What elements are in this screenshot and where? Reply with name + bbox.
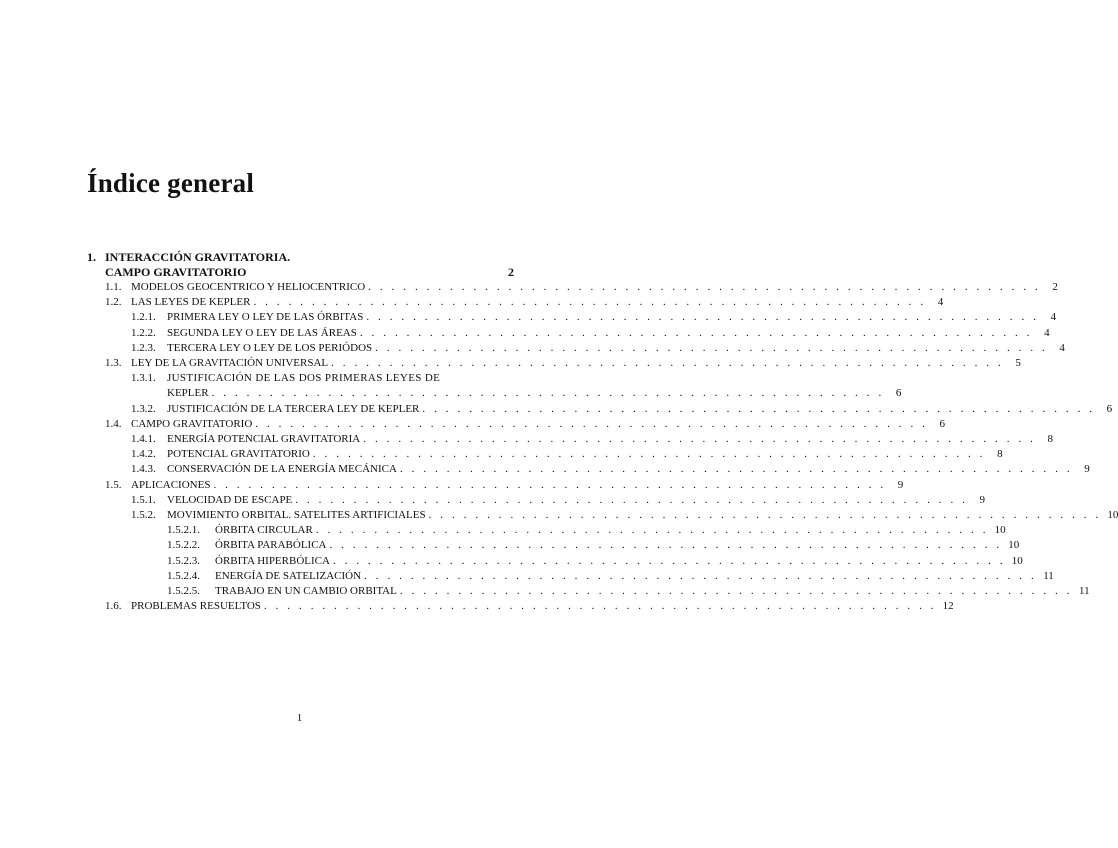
toc-entry-text: MOVIMIENTO ORBITAL. SATELITES ARTIFICIALES (167, 509, 426, 522)
toc-page-number: 9 (1084, 463, 1090, 476)
toc-leader-dots: . . . . . . . . . . . . . . . . . . . . . . . . . . . . . . . . . . . . . . . . . . . . . . . . . . . . . . . . . . (375, 341, 1048, 354)
toc-entry-text: TERCERA LEY O LEY DE LOS PERIÓDOS (167, 341, 373, 354)
toc-leader-dots: . . . . . . . . . . . . . . . . . . . . . . . . . . . . . . . . . . . . . . . . . . . . . . . . . . . . . . . . . . (399, 463, 1073, 476)
toc-entry-number: 1.5.1. (131, 493, 156, 506)
toc-entry-text: KEPLER (167, 387, 209, 400)
toc-leader-dots: . . . . . . . . . . . . . . . . . . . . . . . . . . . . . . . . . . . . . . . . . . . . . . . . . . . . . . . . . . (364, 569, 1037, 582)
toc-entry-text: ÓRBITA PARABÓLICA (215, 539, 327, 552)
toc-chapter-number: 1. (87, 250, 96, 264)
toc-entry-number: 1.3.1. (131, 372, 156, 385)
toc-entry-text: ÓRBITA CIRCULAR (215, 524, 313, 537)
toc-leader-dots: . . . . . . . . . . . . . . . . . . . . . . . . . . . . . . . . . . . . . . . . . . . . . . . . . . . . . . . . . . (399, 585, 1073, 598)
toc-entry-number: 1.5.2.3. (167, 554, 200, 567)
toc-entry[interactable] (87, 341, 1065, 356)
toc-entry[interactable] (87, 310, 1057, 325)
toc-entry-number: 1.5.2.1. (167, 524, 200, 537)
toc-entry-number: 1.5.2.4. (167, 569, 200, 582)
toc-entry[interactable] (87, 432, 1053, 447)
toc-entry-text: POTENCIAL GRAVITATORIO (167, 448, 310, 461)
toc-page-number: 5 (1015, 357, 1021, 370)
toc-entry[interactable] (87, 371, 514, 386)
toc-entry-text: ENERGÍA DE SATELIZACIÓN (215, 569, 362, 582)
page-title: Índice general (87, 168, 255, 198)
toc-page-number: 4 (937, 296, 944, 309)
toc-chapter-line2: CAMPO GRAVITATORIO (105, 265, 247, 279)
toc-entry-text: PRIMERA LEY O LEY DE LAS ÓRBITAS (167, 311, 364, 324)
toc-entry[interactable] (87, 402, 1113, 417)
toc-entry[interactable] (87, 584, 1090, 599)
toc-entry-continuation[interactable] (87, 386, 902, 401)
toc-entry-number: 1.2.2. (131, 326, 156, 339)
toc-page-number: 6 (939, 417, 946, 430)
toc-leader-dots: . . . . . . . . . . . . . . . . . . . . . . . . . . . . . . . . . . . . . . . . . . . . . . . . . . . . . . . . . . (213, 478, 887, 491)
toc-entry-number: 1.5. (105, 478, 122, 491)
toc-page-number: 11 (1079, 585, 1090, 598)
toc-entry-text: ENERGÍA POTENCIAL GRAVITATORIA (167, 433, 361, 446)
toc-leader-dots: . . . . . . . . . . . . . . . . . . . . . . . . . . . . . . . . . . . . . . . . . . . . . . . . . . . . . . . . . . (363, 433, 1036, 446)
toc-chapter-title[interactable] (87, 250, 514, 265)
toc-leader-dots: . . . . . . . . . . . . . . . . . . . . . . . . . . . . . . . . . . . . . . . . . . . . . . . . . . . . . . . . . . (422, 402, 1096, 415)
toc-leader-dots: . . . . . . . . . . . . . . . . . . . . . . . . . . . . . . . . . . . . . . . . . . . . . . . . . . . . . . . . . . (366, 311, 1040, 324)
toc-page-number: 2 (508, 265, 514, 279)
toc-entry[interactable] (87, 493, 986, 508)
toc-entry-text: CAMPO GRAVITATORIO (131, 417, 253, 430)
toc-entry-text: JUSTIFICACIÓN DE LA TERCERA LEY DE KEPLER (167, 402, 420, 415)
toc-leader-dots: . . . . . . . . . . . . . . . . . . . . . . . . . . . . . . . . . . . . . . . . . . . . . . . . . . . . . . . . . . (253, 296, 927, 309)
toc-entry-number: 1.4.3. (131, 463, 156, 476)
toc-entry[interactable] (87, 569, 1054, 584)
toc-entry[interactable] (87, 280, 1058, 295)
page-number: 1 (296, 712, 303, 724)
toc-page-number: 4 (1050, 311, 1057, 324)
toc-page-number: 9 (979, 493, 986, 506)
toc-entry-number: 1.2. (105, 296, 122, 309)
toc-leader-dots: . . . . . . . . . . . . . . . . . . . . . . . . . . . . . . . . . . . . . . . . . . . . . . . . . . . . . . . . . . (312, 448, 986, 461)
toc-entry[interactable] (87, 447, 1003, 462)
toc-entry-number: 1.4.1. (131, 433, 156, 446)
toc-entry[interactable] (87, 599, 954, 614)
toc-entry[interactable] (87, 417, 946, 432)
toc-chapter-subtitle[interactable] (87, 265, 514, 280)
toc-entry-text: MODELOS GEOCENTRICO Y HELIOCENTRICO (131, 281, 366, 293)
toc-entry-number: 1.3.2. (131, 402, 156, 415)
toc-entry[interactable] (87, 478, 904, 493)
toc-leader-dots: . . . . . . . . . . . . . . . . . . . . . . . . . . . . . . . . . . . . . . . . . . . . . . . . . . . . . . . . . . (428, 509, 1102, 522)
toc-entry-number: 1.1. (105, 281, 122, 293)
toc-entry[interactable] (87, 538, 1020, 553)
toc-entry[interactable] (87, 508, 1118, 523)
toc-page-number: 6 (895, 387, 902, 400)
toc-page-number: 10 (994, 524, 1006, 537)
toc-entry-number: 1.2.3. (131, 341, 156, 354)
toc-entry[interactable] (87, 356, 1021, 371)
toc-page-number: 9 (897, 478, 904, 491)
toc-entry-number: 1.4. (105, 417, 122, 430)
toc-page-number: 4 (1044, 326, 1050, 339)
toc-entry-text: JUSTIFICACIÓN DE LAS DOS PRIMERAS LEYES DE (167, 372, 441, 385)
toc-page-number: 6 (1106, 402, 1113, 415)
toc-leader-dots: . . . . . . . . . . . . . . . . . . . . . . . . . . . . . . . . . . . . . . . . . . . . . . . . . . . . . . . . . . (359, 326, 1033, 339)
toc-entry-text: VELOCIDAD DE ESCAPE (167, 493, 293, 506)
toc-entry-number: 1.6. (105, 600, 122, 613)
toc-leader-dots: . . . . . . . . . . . . . . . . . . . . . . . . . . . . . . . . . . . . . . . . . . . . . . . . . . . . . . . . . . (315, 524, 989, 537)
toc-entry[interactable] (87, 295, 944, 310)
toc-page-number: 10 (1011, 554, 1023, 567)
toc-page-number: 4 (1059, 341, 1065, 354)
toc-page-number: 8 (1047, 433, 1053, 446)
toc-leader-dots: . . . . . . . . . . . . . . . . . . . . . . . . . . . . . . . . . . . . . . . . . . . . . . . . . . . . . . . . . . (332, 554, 1006, 567)
toc-page-number: 12 (942, 600, 954, 613)
toc-entry-text: SEGUNDA LEY O LEY DE LAS ÁREAS (167, 326, 357, 339)
table-of-contents (87, 250, 1118, 614)
toc-entry-text: TRABAJO EN UN CAMBIO ORBITAL (215, 585, 397, 598)
toc-leader-dots: . . . . . . . . . . . . . . . . . . . . . . . . . . . . . . . . . . . . . . . . . . . . . . . . . . . . . . . . . . (368, 281, 1041, 293)
toc-leader-dots: . . . . . . . . . . . . . . . . . . . . . . . . . . . . . . . . . . . . . . . . . . . . . . . . . . . . . . . . . . (329, 539, 1003, 552)
toc-entry[interactable] (87, 554, 1023, 569)
toc-leader-dots: . . . . . . . . . . . . . . . . . . . . . . . . . . . . . . . . . . . . . . . . . . . . . . . . . . . . . . . . . . (255, 417, 929, 430)
toc-leader-dots: . . . . . . . . . . . . . . . . . . . . . . . . . . . . . . . . . . . . . . . . . . . . . . . . . . . . . . . . . . (295, 493, 969, 506)
toc-leader-dots: . . . . . . . . . . . . . . . . . . . . . . . . . . . . . . . . . . . . . . . . . . . . . . . . . . . . . . . . . . (331, 357, 1004, 370)
toc-entry-number: 1.5.2.2. (167, 539, 200, 552)
toc-entry-number: 1.5.2.5. (167, 585, 200, 598)
toc-page-number: 8 (997, 448, 1003, 461)
toc-page-number: 10 (1107, 509, 1118, 522)
toc-entry-text: CONSERVACIÓN DE LA ENERGÍA MECÁNICA (167, 463, 397, 476)
toc-entry-number: 1.4.2. (131, 448, 156, 461)
toc-entry[interactable] (87, 523, 1006, 538)
toc-entry-number: 1.2.1. (131, 311, 156, 324)
toc-leader-dots: . . . . . . . . . . . . . . . . . . . . . . . . . . . . . . . . . . . . . . . . . . . . . . . . . . . . . . . . . . (211, 387, 885, 400)
toc-entry[interactable] (87, 326, 1050, 341)
toc-entry-text: LEY DE LA GRAVITACIÓN UNIVERSAL (131, 357, 329, 370)
toc-page-number: 10 (1008, 539, 1020, 552)
toc-entry-text: LAS LEYES DE KEPLER (131, 296, 251, 309)
toc-page-number: 2 (1052, 281, 1058, 293)
toc-entry-text: PROBLEMAS RESUELTOS (131, 600, 261, 613)
toc-entry[interactable] (87, 462, 1090, 477)
toc-entry-number: 1.3. (105, 357, 122, 370)
toc-entry-text: APLICACIONES (131, 478, 211, 491)
toc-chapter-line1: INTERACCIÓN GRAVITATORIA. (105, 250, 291, 264)
toc-leader-dots: . . . . . . . . . . . . . . . . . . . . . . . . . . . . . . . . . . . . . . . . . . . . . . . . . . . . . . . . . . (263, 600, 937, 613)
toc-page-number: 11 (1043, 569, 1054, 582)
toc-entry-number: 1.5.2. (131, 509, 156, 522)
toc-entry-text: ÓRBITA HIPERBÓLICA (215, 554, 330, 567)
